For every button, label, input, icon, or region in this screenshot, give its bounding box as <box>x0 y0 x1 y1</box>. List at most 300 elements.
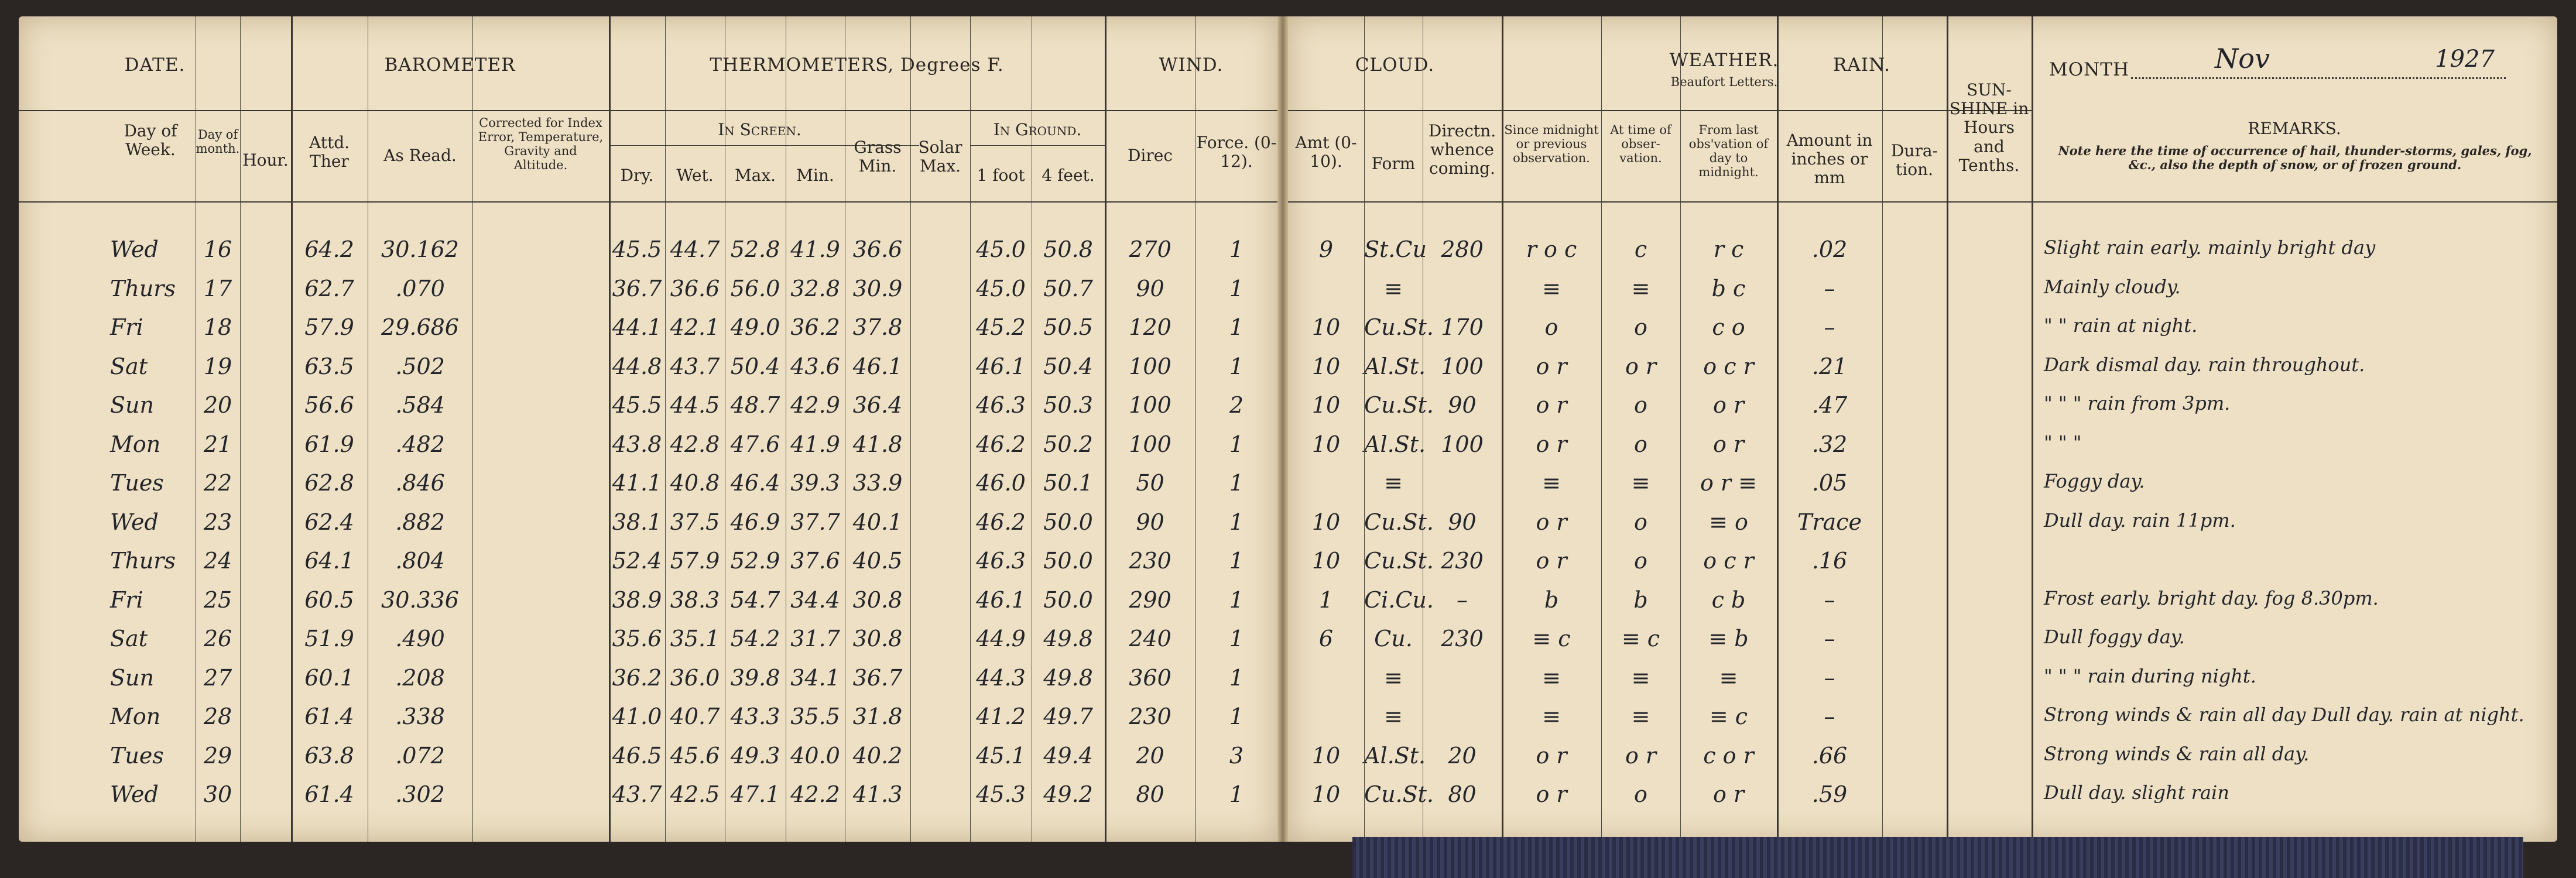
rain-amount-cell: .02 <box>1811 236 1848 262</box>
as-read-cell: .584 <box>395 392 445 418</box>
attd-ther-cell: 62.8 <box>304 470 354 496</box>
since-midnight-header: Since midnight or previous observation. <box>1504 123 1599 166</box>
attd-ther-cell: 60.5 <box>304 587 354 613</box>
weather-from-last-cell: b c <box>1711 275 1746 301</box>
remark-cell: " " rain at night. <box>2044 314 2198 337</box>
grass-min-cell: 36.7 <box>852 664 903 691</box>
force-cell: 1 <box>1229 587 1244 613</box>
day-of-week-cell: Tues <box>110 742 164 769</box>
force-cell: 1 <box>1229 509 1244 535</box>
force-cell: 1 <box>1229 470 1244 496</box>
weather-from-last-cell: ≡ b <box>1708 626 1749 651</box>
remark-cell: Slight rain early. mainly bright day <box>2044 236 2376 259</box>
day-of-week-cell: Fri <box>110 587 143 613</box>
remark-cell: Mainly cloudy. <box>2044 275 2181 298</box>
wet-cell: 36.0 <box>670 664 720 691</box>
rain-header: RAIN. <box>1833 54 1890 76</box>
direc-cell: 50 <box>1136 470 1164 496</box>
day-of-month-cell: 27 <box>203 664 232 691</box>
in-screen-header: In Screen. <box>718 120 801 139</box>
dry-cell: 52.4 <box>612 548 662 574</box>
wet-cell: 35.1 <box>670 626 720 651</box>
amt-header: Amt (0-10). <box>1295 133 1357 172</box>
remarks-note: Note here the time of occurrence of hail, thunder-storms, gales, fog, &c., also the depth of snow, or of frozen ground. <box>2058 143 2532 173</box>
weather-since-cell: o r <box>1536 509 1567 535</box>
direc-cell: 230 <box>1129 704 1171 729</box>
weather-at-time-cell: o <box>1634 509 1647 535</box>
force-cell: 1 <box>1229 431 1244 457</box>
weather-since-cell: ≡ <box>1542 664 1561 691</box>
weather-since-cell: b <box>1544 587 1559 613</box>
max-cell: 39.8 <box>730 664 780 691</box>
wet-cell: 37.5 <box>670 509 720 535</box>
weather-since-cell: o r <box>1536 353 1567 379</box>
attd-ther-cell: 56.6 <box>304 392 354 418</box>
one-foot-cell: 46.3 <box>976 392 1026 418</box>
weather-since-cell: o r <box>1536 781 1567 807</box>
cloud-amt-cell: 10 <box>1311 353 1341 379</box>
grass-min-cell: 30.9 <box>852 275 903 301</box>
cloud-form-cell: Cu.St. <box>1364 548 1434 574</box>
dry-cell: 46.5 <box>612 742 662 769</box>
remark-cell: " " " rain during night. <box>2044 664 2256 687</box>
cloud-form-cell: Al.St. <box>1364 353 1426 379</box>
remark-cell: Dull day. slight rain <box>2044 781 2229 804</box>
grass-min-cell: 30.8 <box>852 626 903 651</box>
four-feet-cell: 50.0 <box>1043 587 1093 613</box>
weather-from-last-cell: ≡ c <box>1709 704 1748 729</box>
four-feet-header: 4 feet. <box>1042 166 1095 185</box>
as-read-cell: 30.336 <box>381 587 459 613</box>
as-read-cell: .882 <box>395 509 445 535</box>
direc-cell: 290 <box>1129 587 1171 613</box>
force-cell: 1 <box>1229 626 1244 651</box>
weather-at-time-cell: o <box>1634 548 1647 574</box>
cloud-form-cell: ≡ <box>1384 664 1403 691</box>
cloud-direction-cell: 90 <box>1448 509 1477 535</box>
weather-from-last-cell: o r <box>1712 392 1745 418</box>
wet-cell: 36.6 <box>670 275 720 301</box>
grass-min-cell: 36.6 <box>852 236 903 262</box>
rain-amount-cell: – <box>1824 664 1835 691</box>
attd-ther-cell: 62.4 <box>304 509 354 535</box>
one-foot-cell: 44.9 <box>976 626 1026 651</box>
as-read-cell: .072 <box>395 742 445 769</box>
weather-from-last-cell: r c <box>1713 236 1744 262</box>
weather-from-last-cell: o c r <box>1703 548 1754 574</box>
force-cell: 1 <box>1229 353 1244 379</box>
as-read-cell: 30.162 <box>381 236 459 262</box>
attd-ther-cell: 57.9 <box>304 314 354 340</box>
attd-ther-header: Attd. Ther <box>309 133 350 172</box>
cloud-amt-cell: 6 <box>1318 626 1334 651</box>
wet-cell: 42.5 <box>670 781 720 807</box>
direc-cell: 360 <box>1129 664 1171 691</box>
grass-min-cell: 30.8 <box>852 587 903 613</box>
cloud-amt-cell: 10 <box>1311 431 1341 457</box>
weather-from-last-cell: o c r <box>1703 353 1754 379</box>
max-cell: 50.4 <box>730 353 780 379</box>
cloud-form-cell: ≡ <box>1384 275 1403 301</box>
max-cell: 46.4 <box>730 470 780 496</box>
date-header: DATE. <box>124 54 186 76</box>
weather-since-cell: ≡ <box>1542 275 1561 301</box>
cloud-direction-cell: 20 <box>1448 742 1477 769</box>
dry-cell: 43.8 <box>612 431 662 457</box>
rain-amount-cell: .47 <box>1811 392 1848 418</box>
four-feet-cell: 50.0 <box>1043 548 1093 574</box>
day-of-month-cell: 17 <box>203 275 232 301</box>
weather-since-cell: o r <box>1536 548 1567 574</box>
cloud-form-cell: Cu.St. <box>1364 781 1434 807</box>
weather-at-time-cell: o <box>1634 781 1647 807</box>
weather-at-time-cell: o <box>1634 392 1647 418</box>
direc-cell: 90 <box>1136 275 1164 301</box>
as-read-cell: .070 <box>395 275 445 301</box>
day-of-week-cell: Sun <box>110 392 154 418</box>
max-cell: 54.7 <box>730 587 780 613</box>
day-of-week-cell: Thurs <box>110 275 176 301</box>
dry-cell: 38.9 <box>612 587 662 613</box>
weather-at-time-cell: o r <box>1625 353 1657 379</box>
cloud-amt-cell: 9 <box>1318 236 1334 262</box>
grass-min-cell: 41.3 <box>852 781 903 807</box>
day-of-month-cell: 29 <box>203 742 232 769</box>
rain-amount-cell: – <box>1824 626 1835 651</box>
cloud-direction-cell: – <box>1457 587 1468 613</box>
wet-cell: 42.8 <box>670 431 720 457</box>
wet-cell: 38.3 <box>670 587 720 613</box>
rain-amount-cell: .16 <box>1811 548 1848 574</box>
dry-cell: 45.5 <box>612 236 662 262</box>
cloud-amt-cell: 10 <box>1311 392 1341 418</box>
remark-cell: " " " rain from 3pm. <box>2044 392 2231 414</box>
cloud-direction-cell: 90 <box>1448 392 1477 418</box>
day-of-week-cell: Wed <box>110 509 159 535</box>
dry-cell: 41.0 <box>612 704 662 729</box>
attd-ther-cell: 51.9 <box>304 626 354 651</box>
dry-cell: 45.5 <box>612 392 662 418</box>
as-read-header: As Read. <box>383 146 457 165</box>
grass-min-cell: 40.5 <box>852 548 903 574</box>
day-of-month-cell: 21 <box>203 431 232 457</box>
amount-header: Amount in inches or mm <box>1786 131 1873 188</box>
grass-min-cell: 37.8 <box>852 314 903 340</box>
day-of-month-cell: 30 <box>203 781 232 807</box>
cloud-form-cell: Al.St. <box>1364 742 1426 769</box>
one-foot-cell: 44.3 <box>976 664 1026 691</box>
min-cell: 41.9 <box>790 431 840 457</box>
one-foot-cell: 46.3 <box>976 548 1026 574</box>
direc-cell: 240 <box>1129 626 1171 651</box>
as-read-cell: .502 <box>395 353 445 379</box>
direc-cell: 100 <box>1129 431 1171 457</box>
bookmark-ribbon <box>1352 837 2523 878</box>
direc-header: Direc <box>1127 146 1173 165</box>
four-feet-cell: 50.7 <box>1043 275 1093 301</box>
weather-since-cell: o r <box>1536 742 1567 769</box>
max-cell: 48.7 <box>730 392 780 418</box>
force-cell: 1 <box>1229 236 1244 262</box>
from-last-header: From last obs'vation of day to midnight. <box>1688 123 1769 180</box>
one-foot-header: 1 foot <box>977 166 1025 185</box>
weather-at-time-cell: o <box>1634 431 1647 457</box>
four-feet-cell: 50.3 <box>1043 392 1093 418</box>
weather-from-last-cell: c b <box>1711 587 1746 613</box>
in-ground-header: In Ground. <box>993 120 1082 139</box>
min-cell: 42.9 <box>790 392 840 418</box>
rain-amount-cell: .32 <box>1811 431 1848 457</box>
grass-min-cell: 46.1 <box>852 353 903 379</box>
as-read-cell: 29.686 <box>381 314 459 340</box>
wet-cell: 45.6 <box>670 742 720 769</box>
max-cell: 52.8 <box>730 236 780 262</box>
day-of-week-cell: Mon <box>110 704 161 729</box>
direc-cell: 120 <box>1129 314 1171 340</box>
as-read-cell: .482 <box>395 431 445 457</box>
weather-since-cell: ≡ <box>1542 470 1561 496</box>
rain-amount-cell: .05 <box>1811 470 1848 496</box>
wet-cell: 40.7 <box>670 704 720 729</box>
rain-amount-cell: .66 <box>1811 742 1848 769</box>
sunshine-header: SUN-SHINE in Hours and Tenths. <box>1949 80 2029 175</box>
cloud-amt-cell: 10 <box>1311 742 1341 769</box>
cloud-form-cell: St.Cu <box>1364 236 1427 262</box>
corrected-header: Corrected for Index Error, Temperature, Gravity and Altitude. <box>478 116 604 173</box>
min-cell: 40.0 <box>790 742 840 769</box>
attd-ther-cell: 62.7 <box>304 275 354 301</box>
day-of-week-cell: Mon <box>110 431 161 457</box>
cloud-form-cell: Cu.St. <box>1364 392 1434 418</box>
remark-cell: Frost early. bright day. fog 8.30pm. <box>2044 587 2379 609</box>
cloud-amt-cell: 10 <box>1311 509 1341 535</box>
weather-at-time-cell: ≡ <box>1631 664 1650 691</box>
dry-cell: 43.7 <box>612 781 662 807</box>
weather-since-cell: o <box>1544 314 1558 340</box>
rain-amount-cell: .21 <box>1811 353 1848 379</box>
weather-at-time-cell: ≡ <box>1631 704 1650 729</box>
day-of-week-cell: Thurs <box>110 548 176 574</box>
weather-since-cell: r o c <box>1526 236 1577 262</box>
direc-cell: 270 <box>1129 236 1171 262</box>
cloud-form-cell: Cu.St. <box>1364 314 1434 340</box>
cloud-header: CLOUD. <box>1355 54 1435 76</box>
dry-cell: 36.7 <box>612 275 662 301</box>
weather-at-time-cell: ≡ <box>1631 470 1650 496</box>
dry-cell: 41.1 <box>612 470 662 496</box>
force-cell: 2 <box>1229 392 1244 418</box>
book-gutter <box>1277 16 1288 842</box>
weather-from-last-cell: ≡ o <box>1709 509 1748 535</box>
cloud-form-cell: Cu. <box>1374 626 1413 651</box>
day-of-week-cell: Wed <box>110 781 159 807</box>
min-cell: 35.5 <box>790 704 840 729</box>
max-header: Max. <box>734 166 776 185</box>
as-read-cell: .846 <box>395 470 445 496</box>
as-read-cell: .302 <box>395 781 445 807</box>
min-cell: 42.2 <box>790 781 840 807</box>
four-feet-cell: 50.8 <box>1043 236 1093 262</box>
max-cell: 52.9 <box>730 548 780 574</box>
min-cell: 37.6 <box>790 548 840 574</box>
as-read-cell: .490 <box>395 626 445 651</box>
direc-cell: 230 <box>1129 548 1171 574</box>
rain-amount-cell: – <box>1824 587 1835 613</box>
four-feet-cell: 50.1 <box>1043 470 1093 496</box>
rain-amount-cell: .59 <box>1811 781 1848 807</box>
dry-cell: 35.6 <box>612 626 662 651</box>
day-of-month-cell: 26 <box>203 626 232 651</box>
four-feet-cell: 50.0 <box>1043 509 1093 535</box>
wet-cell: 43.7 <box>670 353 720 379</box>
day-of-week-cell: Fri <box>110 314 143 340</box>
four-feet-cell: 49.7 <box>1043 704 1093 729</box>
wind-header: WIND. <box>1159 54 1224 76</box>
day-of-month-cell: 19 <box>203 353 232 379</box>
thermometers-header: THERMOMETERS, Degrees F. <box>710 54 1004 76</box>
month-dotted-line <box>2131 77 2506 79</box>
one-foot-cell: 45.2 <box>976 314 1026 340</box>
min-cell: 36.2 <box>790 314 840 340</box>
attd-ther-cell: 61.9 <box>304 431 354 457</box>
weather-header: WEATHER. <box>1669 50 1779 71</box>
day-of-week-cell: Sat <box>110 353 148 379</box>
duration-header: Dura-tion. <box>1890 141 1938 180</box>
force-cell: 1 <box>1229 664 1244 691</box>
weather-at-time-cell: ≡ <box>1631 275 1650 301</box>
attd-ther-cell: 63.8 <box>304 742 354 769</box>
day-of-month-cell: 18 <box>203 314 232 340</box>
cloud-form-cell: Ci.Cu. <box>1364 587 1434 613</box>
max-cell: 47.6 <box>730 431 780 457</box>
solar-max-header: Solar Max. <box>918 138 962 176</box>
four-feet-cell: 50.5 <box>1043 314 1093 340</box>
remark-cell: Strong winds & rain all day Dull day. rain at night. <box>2044 704 2524 726</box>
one-foot-cell: 46.2 <box>976 431 1026 457</box>
four-feet-cell: 49.8 <box>1043 664 1093 691</box>
force-header: Force. (0-12). <box>1196 133 1277 172</box>
one-foot-cell: 45.1 <box>976 742 1026 769</box>
weather-from-last-cell: c o r <box>1703 742 1754 769</box>
grass-min-cell: 33.9 <box>852 470 903 496</box>
right-page <box>1288 16 2557 842</box>
one-foot-cell: 45.0 <box>976 236 1026 262</box>
min-cell: 34.1 <box>790 664 840 691</box>
left-page <box>19 16 1277 842</box>
direc-cell: 100 <box>1129 392 1171 418</box>
attd-ther-cell: 61.4 <box>304 781 354 807</box>
remark-cell: Dull foggy day. <box>2044 626 2185 648</box>
hour-header: Hour. <box>242 150 289 170</box>
month-label: MONTH <box>2049 59 2129 80</box>
grass-min-cell: 40.1 <box>852 509 903 535</box>
wet-cell: 57.9 <box>670 548 720 574</box>
direc-cell: 90 <box>1136 509 1164 535</box>
weather-from-last-cell: o r ≡ <box>1700 470 1758 496</box>
grass-min-cell: 31.8 <box>852 704 903 729</box>
max-cell: 56.0 <box>730 275 780 301</box>
min-cell: 34.4 <box>790 587 840 613</box>
weather-since-cell: ≡ c <box>1532 626 1571 651</box>
day-of-week-header: Day of Week. <box>124 121 177 160</box>
four-feet-cell: 49.2 <box>1043 781 1093 807</box>
as-read-cell: .338 <box>395 704 445 729</box>
cloud-amt-cell: 10 <box>1311 314 1341 340</box>
as-read-cell: .804 <box>395 548 445 574</box>
remark-cell: " " " <box>2044 431 2082 454</box>
rain-amount-cell: – <box>1824 704 1835 729</box>
day-of-month-cell: 24 <box>203 548 232 574</box>
dry-header: Dry. <box>620 166 654 185</box>
attd-ther-cell: 61.4 <box>304 704 354 729</box>
max-cell: 46.9 <box>730 509 780 535</box>
max-cell: 49.0 <box>730 314 780 340</box>
cloud-direction-cell: 230 <box>1441 548 1484 574</box>
max-cell: 54.2 <box>730 626 780 651</box>
weather-from-last-cell: ≡ <box>1719 664 1738 691</box>
min-cell: 37.7 <box>790 509 840 535</box>
four-feet-cell: 50.4 <box>1043 353 1093 379</box>
weather-at-time-cell: c <box>1634 236 1647 262</box>
cloud-amt-cell: 10 <box>1311 781 1341 807</box>
one-foot-cell: 46.1 <box>976 353 1026 379</box>
grass-min-cell: 40.2 <box>852 742 903 769</box>
barometer-header: BAROMETER <box>384 54 516 76</box>
cloud-form-cell: ≡ <box>1384 470 1403 496</box>
one-foot-cell: 46.2 <box>976 509 1026 535</box>
wet-cell: 40.8 <box>670 470 720 496</box>
wet-cell: 44.7 <box>670 236 720 262</box>
grass-min-header: Grass Min. <box>854 138 902 176</box>
remark-cell: Dull day. rain 11pm. <box>2044 509 2236 531</box>
weather-at-time-cell: ≡ c <box>1621 626 1660 651</box>
direc-cell: 20 <box>1136 742 1164 769</box>
day-of-month-cell: 20 <box>203 392 232 418</box>
attd-ther-cell: 64.2 <box>304 236 354 262</box>
remark-cell: Foggy day. <box>2044 470 2145 492</box>
four-feet-cell: 49.4 <box>1043 742 1093 769</box>
day-of-week-cell: Sat <box>110 626 148 651</box>
as-read-cell: .208 <box>395 664 445 691</box>
four-feet-cell: 50.2 <box>1043 431 1093 457</box>
day-of-month-cell: 28 <box>203 704 232 729</box>
grass-min-cell: 36.4 <box>852 392 903 418</box>
day-of-month-cell: 25 <box>203 587 232 613</box>
rain-amount-cell: Trace <box>1797 509 1862 535</box>
one-foot-cell: 41.2 <box>976 704 1026 729</box>
dry-cell: 44.8 <box>612 353 662 379</box>
one-foot-cell: 46.0 <box>976 470 1026 496</box>
min-cell: 39.3 <box>790 470 840 496</box>
weather-at-time-cell: o <box>1634 314 1647 340</box>
day-of-month-cell: 23 <box>203 509 232 535</box>
weather-from-last-cell: o r <box>1712 431 1745 457</box>
remarks-header: REMARKS. <box>2248 119 2341 138</box>
day-of-month-header: Day of month. <box>196 128 240 156</box>
at-time-header: At time of obser-vation. <box>1610 123 1671 166</box>
year-value: 1927 <box>2435 46 2495 73</box>
dry-cell: 38.1 <box>612 509 662 535</box>
min-cell: 41.9 <box>790 236 840 262</box>
force-cell: 3 <box>1229 742 1244 769</box>
min-cell: 32.8 <box>790 275 840 301</box>
weather-at-time-cell: o r <box>1625 742 1657 769</box>
beaufort-letters: Beaufort Letters. <box>1670 75 1778 89</box>
rain-amount-cell: – <box>1824 314 1835 340</box>
force-cell: 1 <box>1229 275 1244 301</box>
attd-ther-cell: 63.5 <box>304 353 354 379</box>
day-of-week-cell: Sun <box>110 664 154 691</box>
